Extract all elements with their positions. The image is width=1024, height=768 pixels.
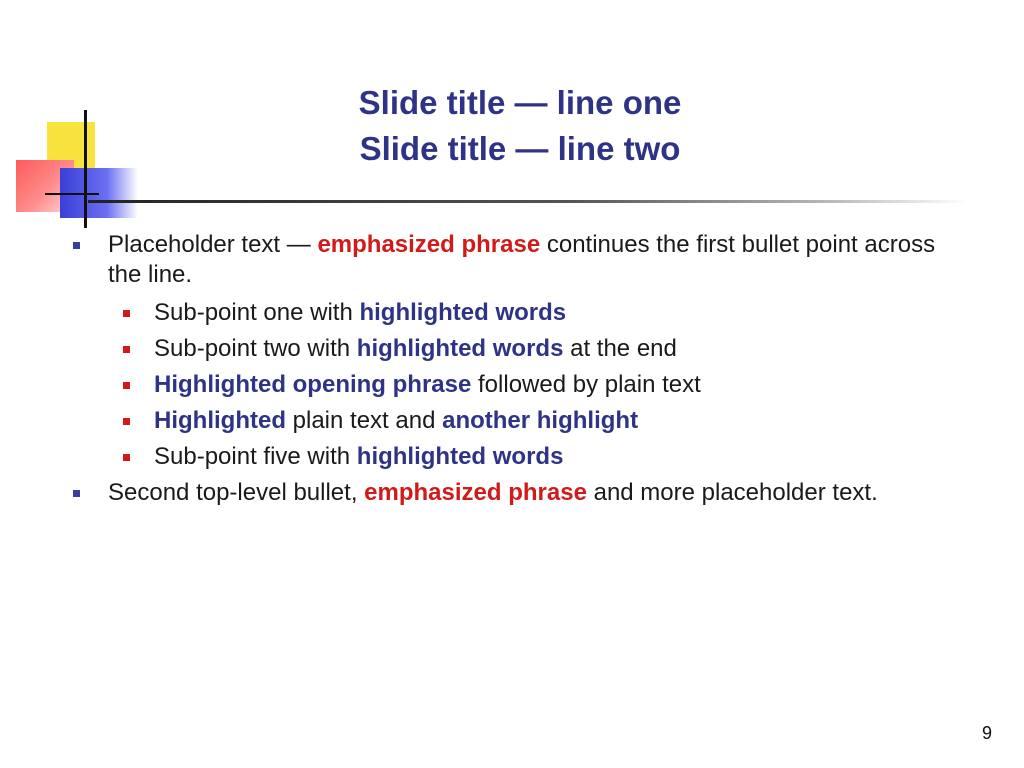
text-segment: Placeholder text —	[108, 231, 318, 258]
sub-bullet-item	[72, 370, 972, 400]
text-segment: Sub-point five with	[154, 443, 357, 470]
bullet-square-icon	[73, 490, 80, 497]
bullet-square-icon	[73, 242, 80, 249]
sub-bullet-item	[72, 298, 972, 328]
slide-title	[120, 80, 920, 172]
sub-bullet-square-icon	[123, 418, 130, 425]
sub-bullet-square-icon	[123, 382, 130, 389]
slide-content	[72, 230, 972, 516]
text-segment: Highlighted opening phrase	[154, 371, 472, 398]
page-number: 9	[981, 723, 992, 743]
text-segment: followed by plain text	[471, 371, 701, 398]
sub-bullet-square-icon	[123, 454, 130, 461]
text-segment: emphasized phrase	[364, 479, 587, 506]
text-segment: plain text and	[285, 407, 443, 434]
sub-bullet-item	[72, 406, 972, 436]
text-segment: another highlight	[442, 407, 639, 434]
text-segment: emphasized phrase	[317, 231, 541, 258]
text-segment: Second top-level bullet,	[108, 479, 365, 506]
bullet-item	[72, 478, 972, 508]
sub-bullet-item	[72, 442, 972, 472]
sub-bullet-square-icon	[123, 346, 130, 353]
deco-horizontal-line	[45, 193, 99, 195]
slide-title-line-1: Slide title — line one	[358, 84, 682, 121]
sub-bullet-square-icon	[123, 310, 130, 317]
sub-bullet-item	[72, 334, 972, 364]
text-segment: highlighted words	[356, 443, 564, 470]
text-segment: Sub-point one with	[154, 299, 360, 326]
text-segment: highlighted words	[359, 299, 567, 326]
text-segment: and more placeholder text.	[586, 479, 878, 506]
text-segment: at the end	[563, 335, 677, 362]
text-segment: highlighted words	[356, 335, 564, 362]
text-segment: Highlighted	[154, 407, 286, 434]
bullet-item	[72, 230, 972, 290]
deco-vertical-line	[84, 110, 87, 228]
text-segment: Sub-point two with	[154, 335, 357, 362]
slide-title-line-2: Slide title — line two	[359, 130, 681, 167]
title-underline-rule	[88, 200, 968, 203]
text-segment: continues the first bullet point across the line.	[108, 231, 936, 288]
